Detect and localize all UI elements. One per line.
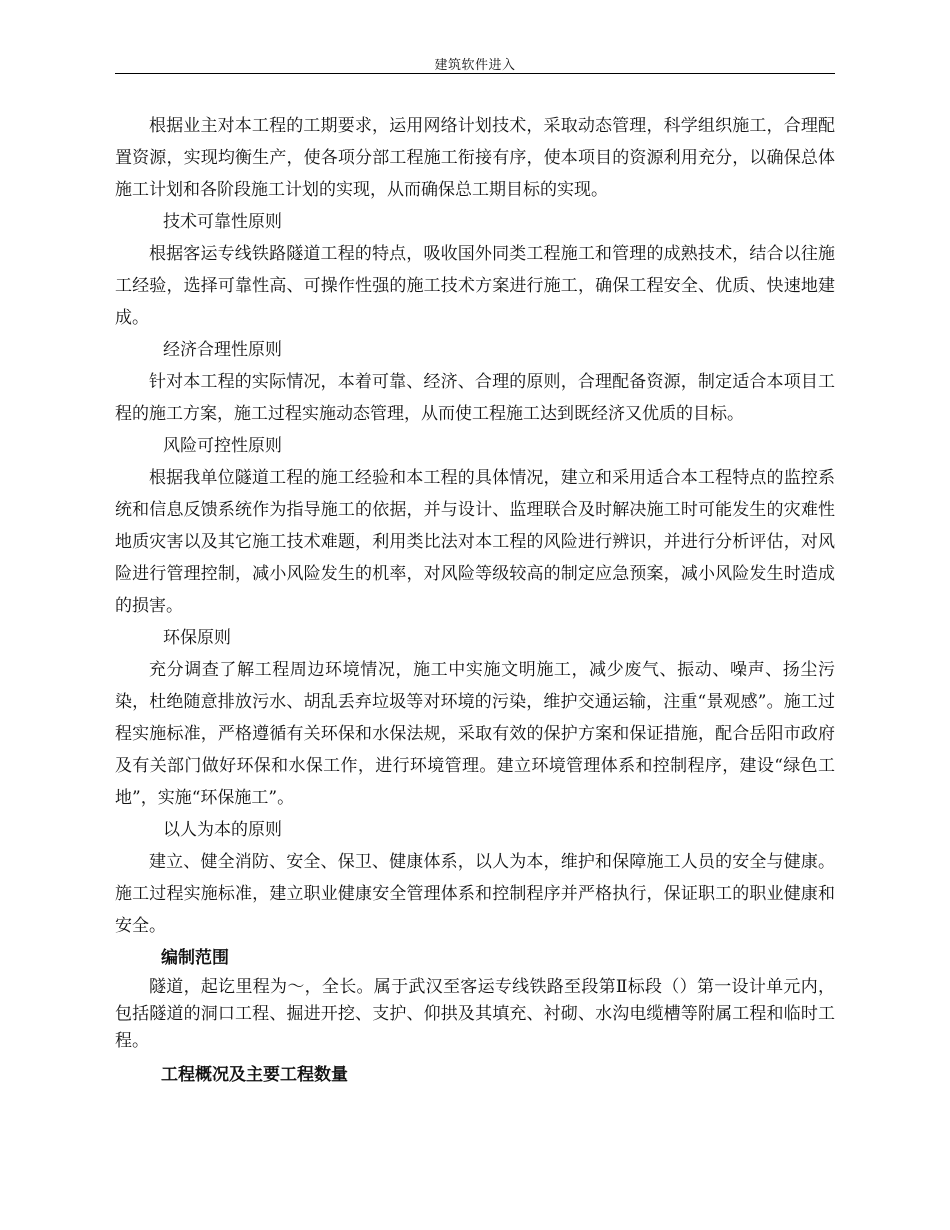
economy-paragraph: 针对本工程的实际情况，本着可靠、经济、合理的原则，合理配备资源，制定适合本项目工程的施工方案，施工过程实施动态管理，从而使工程施工达到既经济又优质的目标。 xyxy=(115,372,835,424)
overview-heading: 工程概况及主要工程数量 xyxy=(161,1065,348,1085)
tech-paragraph: 根据客运专线铁路隧道工程的特点，吸收国外同类工程施工和管理的成熟技术，结合以往施工经验，选择可靠性高、可操作性强的施工技术方案进行施工，确保工程安全、优质、快速地建成。 xyxy=(115,244,835,328)
document-body xyxy=(115,110,835,1091)
header-rule xyxy=(115,73,835,74)
people-heading: 以人为本的原则 xyxy=(163,820,282,840)
page-header: 建筑软件进入 xyxy=(434,58,516,73)
people-paragraph: 建立、健全消防、安全、保卫、健康体系，以人为本，维护和保障施工人员的安全与健康。施工过程实施标准，建立职业健康安全管理体系和控制程序并严格执行，保证职工的职业健康和安全。 xyxy=(115,852,835,936)
scope-heading: 编制范围 xyxy=(161,948,229,968)
risk-paragraph: 根据我单位隧道工程的施工经验和本工程的具体情况，建立和采用适合本工程特点的监控系统和信息反馈系统作为指导施工的依据，并与设计、监理联合及时解决施工时可能发生的灾难性地质灾害以及其它施工技术难题，利用类比法对本工程的风险进行辨识，并进行分析评估，对风险进行管理控制，减小风险发生的机率，对风险等级较高的制定应急预案，减小风险发生时造成的损害。 xyxy=(115,468,835,616)
tech-heading: 技术可靠性原则 xyxy=(163,212,282,232)
economy-heading: 经济合理性原则 xyxy=(163,340,282,360)
scope-paragraph: 隧道，起讫里程为～，全长。属于武汉至客运专线铁路至段第Ⅱ标段（）第一设计单元内，包括隧道的洞口工程、掘进开挖、支护、仰拱及其填充、衬砌、水沟电缆槽等附属工程和临时工程。 xyxy=(115,977,835,1051)
environment-paragraph: 充分调查了解工程周边环境情况，施工中实施文明施工，减少废气、振动、噪声、扬尘污染，杜绝随意排放污水、胡乱丢弃垃圾等对环境的污染，维护交通运输，注重“景观感”。施工过程实施标准，严格遵循有关环保和水保法规，采取有效的保护方案和保证措施，配合岳阳市政府及有关部门做好环保和水保工作，进行环境管理。建立环境管理体系和控制程序，建设“绿色工地”，实施“环保施工”。 xyxy=(115,660,835,808)
risk-heading: 风险可控性原则 xyxy=(163,436,282,456)
environment-heading: 环保原则 xyxy=(163,628,231,648)
schedule-paragraph: 根据业主对本工程的工期要求，运用网络计划技术，采取动态管理，科学组织施工，合理配置资源，实现均衡生产，使各项分部工程施工衔接有序，使本项目的资源利用充分，以确保总体施工计划和各阶段施工计划的实现，从而确保总工期目标的实现。 xyxy=(115,116,835,200)
